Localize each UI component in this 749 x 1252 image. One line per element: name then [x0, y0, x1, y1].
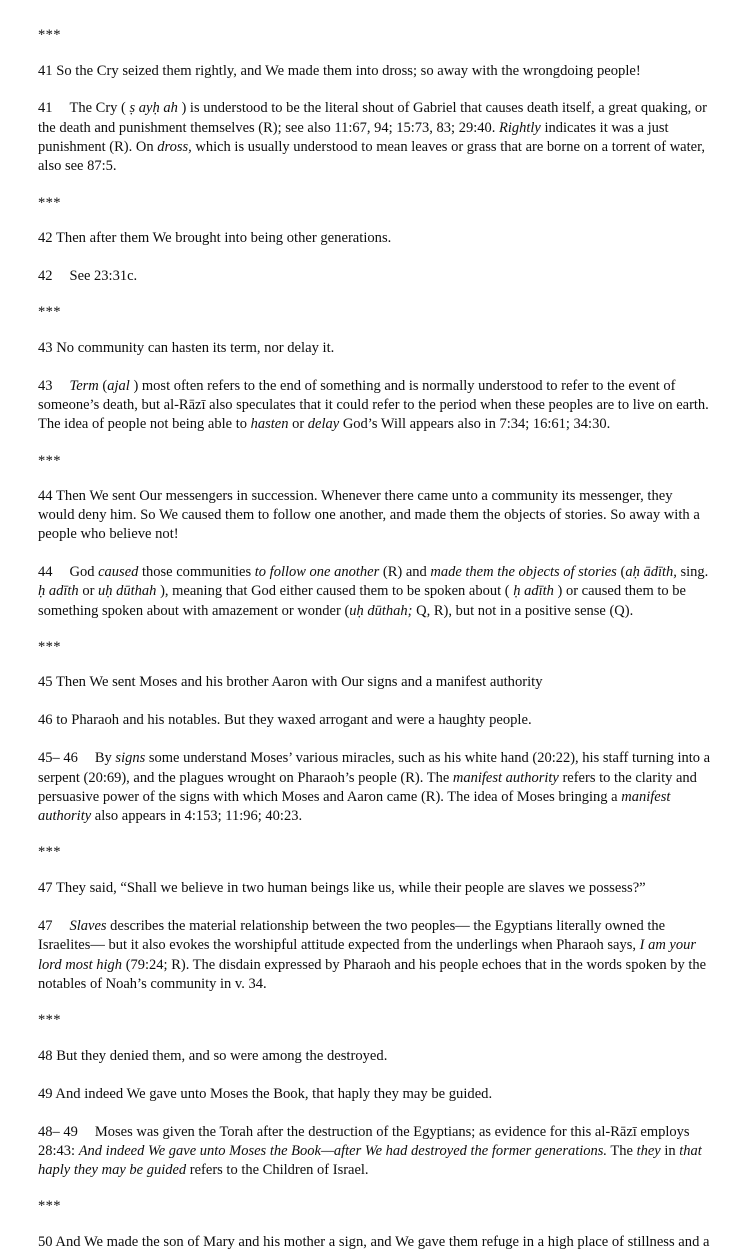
section-separator: *** [38, 27, 61, 43]
commentary-verse-number: 42 [38, 268, 53, 285]
commentary-paragraph [38, 749, 711, 826]
verse-line: 42 Then after them We brought into being other generations. [38, 230, 392, 247]
section-separator: *** [38, 638, 61, 655]
section-separator: *** [38, 844, 61, 861]
text-flow [38, 28, 711, 1252]
commentary-verse-number: 44 [38, 564, 53, 581]
section-separator: *** [38, 1198, 61, 1215]
commentary-verse-number: 48– 49 [38, 1123, 78, 1140]
commentary-verse-number: 43 [38, 377, 53, 394]
commentary-paragraph [38, 917, 711, 994]
verse-line: 49 And indeed We gave unto Moses the Book, that haply they may be guided. [38, 1085, 493, 1102]
verse-line: 50 And We made the son of Mary and his mother a sign, and We gave them refuge in a high place of stillness and a [38, 1233, 710, 1250]
commentary-body: Slaves describes the material relationship between the two peoples— the Egyptians literally owned the Israelites— but it also evokes the worshipful attitude expected from the underlings when Pharaoh says, I am your lord most high (79:24; R). The disdain expressed by Pharaoh and his people echoes that in the words spoken by the notables of Noah’s community in v. 34. [38, 917, 707, 992]
commentary-body: The Cry ( ṣ ayḥ ah ) is understood to be the literal shout of Gabriel that causes death itself, a great quaking, or the death and punishment themselves (R); see also 11:67, 94; 15:73, 83; 29:40. Rightly indicates it was a just punishment (R). On dross, which is usually understood to mean leaves or grass that are borne on a torrent of water, also see 87:5. [38, 100, 707, 175]
verse-line: 48 But they denied them, and so were among the destroyed. [38, 1047, 388, 1064]
commentary-body: God caused those communities to follow one another (R) and made them the objects of stories (aḥ ādīth, sing. ḥ adīth or uḥ dūthah ), meaning that God either caused them to be spoken about ( ḥ adīth ) or caused them to be something spoken about with amazement or wonder (uḥ dūthah; Q, R), but not in a positive sense (Q). [38, 564, 709, 619]
commentary-paragraph [38, 1123, 711, 1181]
commentary-body: By signs some understand Moses’ various miracles, such as his white hand (20:22), his staff turning into a serpent (20:69), and the plagues wrought on Pharaoh’s people (R). The manifest authority refers to the clarity and persuasive power of the signs with which Moses and Aaron came (R). The idea of Moses bringing a manifest authority also appears in 4:153; 11:96; 40:23. [38, 750, 711, 825]
section-separator: *** [38, 452, 61, 469]
commentary-body: Moses was given the Torah after the destruction of the Egyptians; as evidence for this al-Rāzī employs 28:43: And indeed We gave unto Moses the Book—after We had destroyed the former generations. The they in that haply they may be guided refers to the Children of Israel. [38, 1123, 702, 1179]
commentary-verse-number: 41 [38, 100, 53, 117]
verse-line: 45 Then We sent Moses and his brother Aaron with Our signs and a manifest authority [38, 674, 543, 691]
commentary-body: Term (ajal ) most often refers to the end of something and is normally understood to refer to the event of someone’s death, but al-Rāzī also speculates that it could refer to the period when these peoples are to live on earth. The idea of people not being able to hasten or delay God’s Will appears also in 7:34; 16:61; 34:30. [38, 377, 709, 433]
section-separator: *** [38, 194, 61, 211]
verse-line: 43 No community can hasten its term, nor delay it. [38, 339, 335, 356]
commentary-paragraph [38, 563, 711, 621]
commentary-paragraph [38, 377, 711, 435]
verse-line: 46 to Pharaoh and his notables. But they waxed arrogant and were a haughty people. [38, 712, 532, 729]
commentary-verse-number: 45– 46 [38, 750, 78, 767]
verse-line: 44 Then We sent Our messengers in succession. Whenever there came unto a community its messenger, they would deny him. So We caused them to follow one another, and made them the objects of stories. So away with a people who believe not! [38, 488, 700, 543]
verse-line: 47 They said, “Shall we believe in two human beings like us, while their people are slaves we possess?” [38, 879, 646, 896]
commentary-body: See 23:31c. [69, 268, 138, 285]
commentary-paragraph [38, 267, 711, 286]
section-separator: *** [38, 1012, 61, 1029]
section-separator: *** [38, 304, 61, 321]
commentary-verse-number: 47 [38, 917, 53, 934]
verse-line: 41 So the Cry seized them rightly, and We made them into dross; so away with the wrongdoing people! [38, 62, 641, 79]
commentary-paragraph [38, 99, 711, 176]
